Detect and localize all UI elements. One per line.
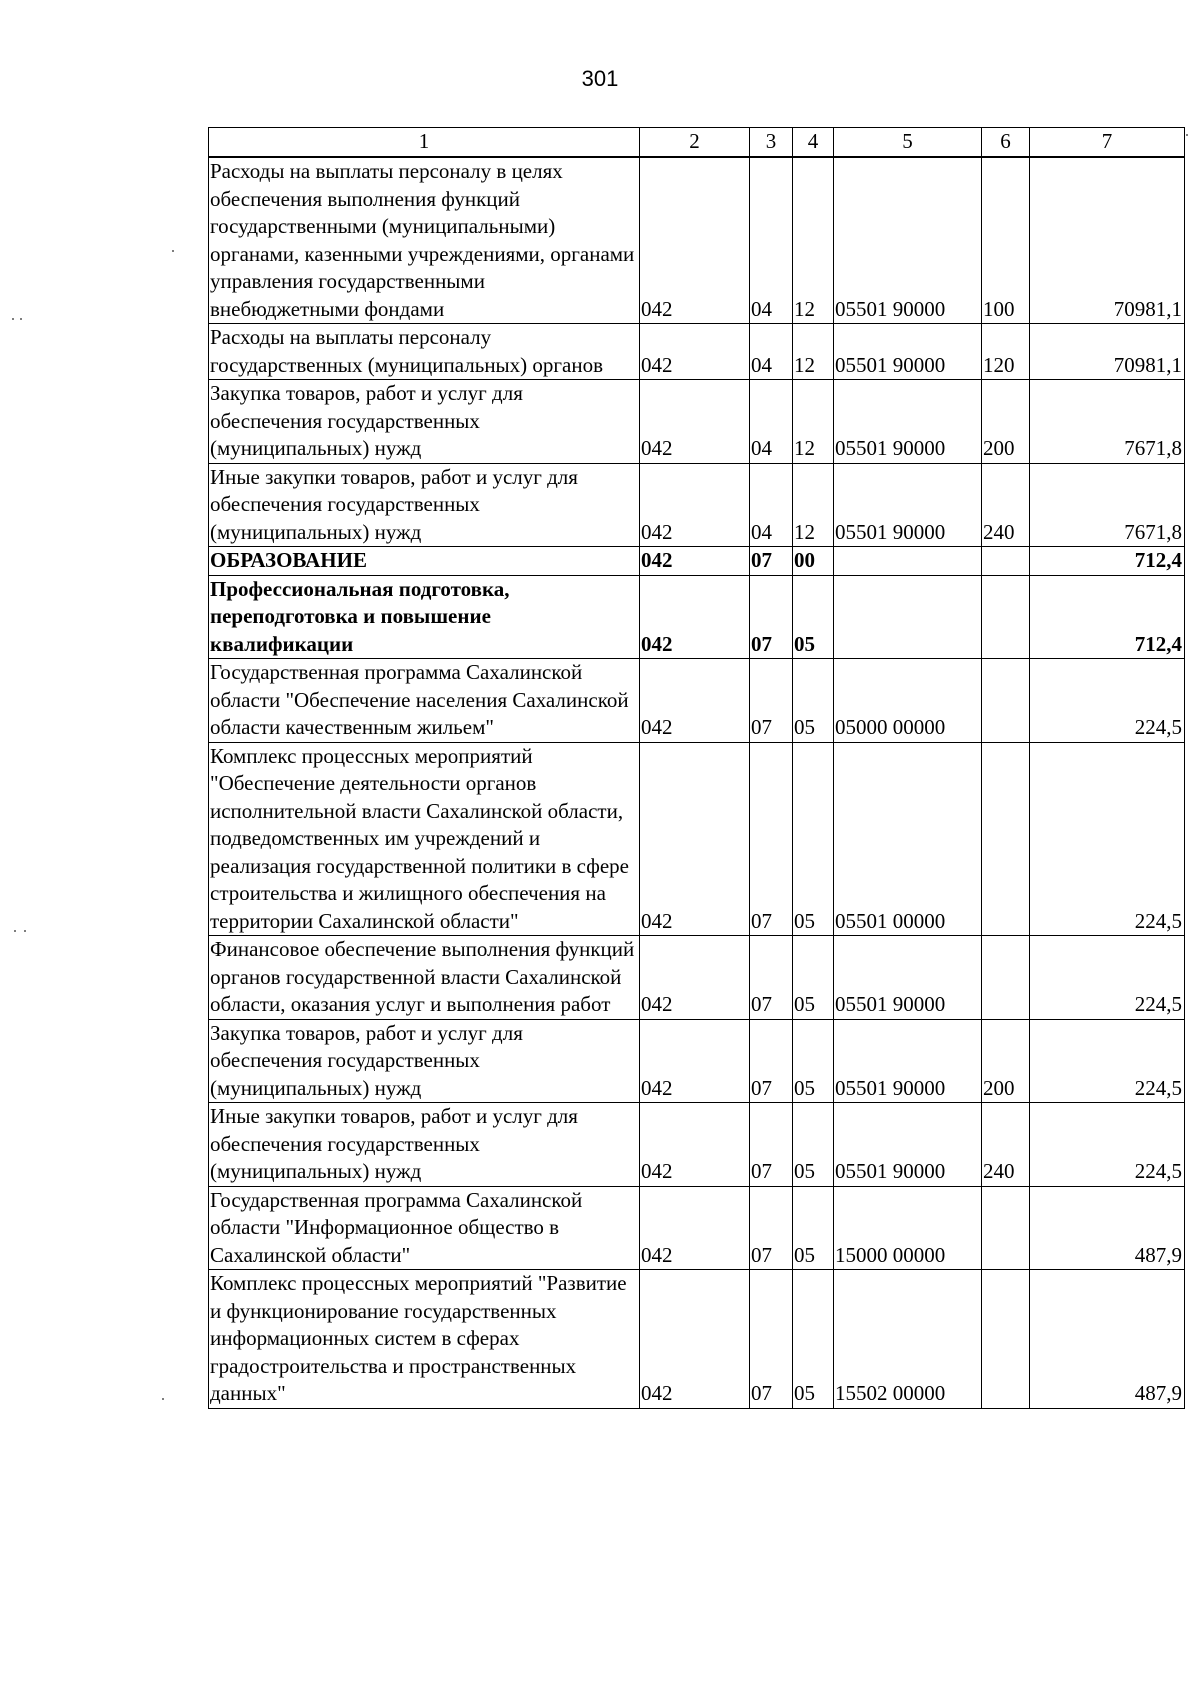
cell-c6: 120 [982, 324, 1030, 380]
cell-c3: 07 [750, 742, 793, 936]
cell-c4: 05 [793, 1019, 834, 1103]
cell-c5 [834, 547, 982, 576]
cell-c4: 12 [793, 324, 834, 380]
cell-c7: 224,5 [1030, 742, 1185, 936]
cell-c3: 07 [750, 1186, 793, 1270]
cell-c7: 70981,1 [1030, 157, 1185, 324]
cell-c4: 00 [793, 547, 834, 576]
cell-c3: 07 [750, 1103, 793, 1187]
cell-c3: 07 [750, 936, 793, 1020]
budget-table [208, 127, 1185, 1409]
table-row [209, 575, 1185, 659]
cell-c6: 200 [982, 380, 1030, 464]
cell-c2: 042 [640, 324, 750, 380]
table-row [209, 380, 1185, 464]
table-row [209, 157, 1185, 324]
cell-c5: 05501 90000 [834, 324, 982, 380]
cell-c5: 05501 90000 [834, 1019, 982, 1103]
cell-name: Иные закупки товаров, работ и услуг для обеспечения государственных (муниципальных) нужд [209, 1103, 640, 1187]
cell-c7: 487,9 [1030, 1186, 1185, 1270]
cell-c2: 042 [640, 380, 750, 464]
cell-name: ОБРАЗОВАНИЕ [209, 547, 640, 576]
header-col-2: 2 [640, 128, 750, 158]
cell-c6 [982, 659, 1030, 743]
cell-name: Комплекс процессных мероприятий "Обеспечение деятельности органов исполнительной власти Сахалинской области, подведомственных им учреждений и реализация государственной политики в сфере строительства и жилищного обеспечения на территории Сахалинской области" [209, 742, 640, 936]
cell-c6: 200 [982, 1019, 1030, 1103]
cell-c6: 100 [982, 157, 1030, 324]
table-row [209, 659, 1185, 743]
cell-c6 [982, 575, 1030, 659]
table-row [209, 1019, 1185, 1103]
cell-name: Расходы на выплаты персоналу в целях обеспечения выполнения функций государственными (муниципальными) органами, казенными учреждениями, органами управления государственными внебюджетными фондами [209, 157, 640, 324]
cell-c4: 12 [793, 380, 834, 464]
cell-c6 [982, 936, 1030, 1020]
scan-speck [24, 930, 26, 932]
table-row [209, 324, 1185, 380]
cell-name: Государственная программа Сахалинской области "Информационное общество в Сахалинской области" [209, 1186, 640, 1270]
cell-c7: 224,5 [1030, 1103, 1185, 1187]
scan-speck [12, 318, 14, 320]
cell-name: Комплекс процессных мероприятий "Развитие и функционирование государственных информационных систем в сферах градостроительства и пространственных данных" [209, 1270, 640, 1409]
cell-c7: 224,5 [1030, 1019, 1185, 1103]
table-row [209, 936, 1185, 1020]
cell-c3: 07 [750, 659, 793, 743]
cell-c7: 70981,1 [1030, 324, 1185, 380]
cell-name: Финансовое обеспечение выполнения функций органов государственной власти Сахалинской области, оказания услуг и выполнения работ [209, 936, 640, 1020]
cell-c6 [982, 742, 1030, 936]
page-number: 301 [581, 66, 619, 91]
cell-c5: 05501 90000 [834, 936, 982, 1020]
header-col-7: 7 [1030, 128, 1185, 158]
table-row [209, 547, 1185, 576]
cell-c6 [982, 1186, 1030, 1270]
cell-c4: 12 [793, 463, 834, 547]
cell-c2: 042 [640, 936, 750, 1020]
cell-c4: 05 [793, 742, 834, 936]
cell-c5: 05501 90000 [834, 1103, 982, 1187]
header-col-4: 4 [793, 128, 834, 158]
cell-c2: 042 [640, 1270, 750, 1409]
cell-c5: 05501 90000 [834, 157, 982, 324]
cell-name: Иные закупки товаров, работ и услуг для обеспечения государственных (муниципальных) нужд [209, 463, 640, 547]
header-col-1: 1 [209, 128, 640, 158]
cell-name: Профессиональная подготовка, переподготовка и повышение квалификации [209, 575, 640, 659]
header-col-6: 6 [982, 128, 1030, 158]
cell-c2: 042 [640, 157, 750, 324]
cell-c3: 07 [750, 1270, 793, 1409]
scan-speck [20, 318, 22, 320]
cell-c4: 05 [793, 1103, 834, 1187]
cell-c4: 05 [793, 659, 834, 743]
cell-c5: 15502 00000 [834, 1270, 982, 1409]
header-col-5: 5 [834, 128, 982, 158]
cell-c5: 05501 00000 [834, 742, 982, 936]
cell-c2: 042 [640, 1186, 750, 1270]
scan-speck [162, 1398, 164, 1400]
cell-c3: 07 [750, 575, 793, 659]
cell-c7: 712,4 [1030, 575, 1185, 659]
scan-speck [1186, 134, 1188, 136]
table-row [209, 1270, 1185, 1409]
cell-c3: 07 [750, 1019, 793, 1103]
cell-c5: 15000 00000 [834, 1186, 982, 1270]
cell-c3: 04 [750, 463, 793, 547]
cell-name: Закупка товаров, работ и услуг для обеспечения государственных (муниципальных) нужд [209, 380, 640, 464]
cell-c6 [982, 1270, 1030, 1409]
table-row [209, 463, 1185, 547]
cell-c5: 05501 90000 [834, 463, 982, 547]
cell-name: Расходы на выплаты персоналу государственных (муниципальных) органов [209, 324, 640, 380]
cell-c3: 04 [750, 380, 793, 464]
cell-c7: 7671,8 [1030, 380, 1185, 464]
table-row [209, 1186, 1185, 1270]
cell-c7: 224,5 [1030, 659, 1185, 743]
cell-c2: 042 [640, 547, 750, 576]
cell-c7: 487,9 [1030, 1270, 1185, 1409]
cell-c4: 05 [793, 1186, 834, 1270]
cell-c7: 7671,8 [1030, 463, 1185, 547]
cell-c2: 042 [640, 659, 750, 743]
cell-c2: 042 [640, 1019, 750, 1103]
cell-c4: 12 [793, 157, 834, 324]
cell-name: Государственная программа Сахалинской области "Обеспечение населения Сахалинской области качественным жильем" [209, 659, 640, 743]
cell-c4: 05 [793, 936, 834, 1020]
cell-c6: 240 [982, 463, 1030, 547]
cell-c3: 04 [750, 157, 793, 324]
table-row [209, 1103, 1185, 1187]
header-col-3: 3 [750, 128, 793, 158]
cell-c6 [982, 547, 1030, 576]
cell-c7: 224,5 [1030, 936, 1185, 1020]
cell-c5 [834, 575, 982, 659]
cell-c2: 042 [640, 463, 750, 547]
cell-c2: 042 [640, 575, 750, 659]
scan-speck [172, 250, 174, 252]
cell-name: Закупка товаров, работ и услуг для обеспечения государственных (муниципальных) нужд [209, 1019, 640, 1103]
scan-speck [14, 930, 16, 932]
cell-c3: 07 [750, 547, 793, 576]
cell-c6: 240 [982, 1103, 1030, 1187]
cell-c4: 05 [793, 1270, 834, 1409]
cell-c5: 05000 00000 [834, 659, 982, 743]
cell-c4: 05 [793, 575, 834, 659]
cell-c3: 04 [750, 324, 793, 380]
table-header-row [209, 128, 1185, 158]
cell-c2: 042 [640, 742, 750, 936]
cell-c5: 05501 90000 [834, 380, 982, 464]
cell-c2: 042 [640, 1103, 750, 1187]
table-row [209, 742, 1185, 936]
cell-c7: 712,4 [1030, 547, 1185, 576]
